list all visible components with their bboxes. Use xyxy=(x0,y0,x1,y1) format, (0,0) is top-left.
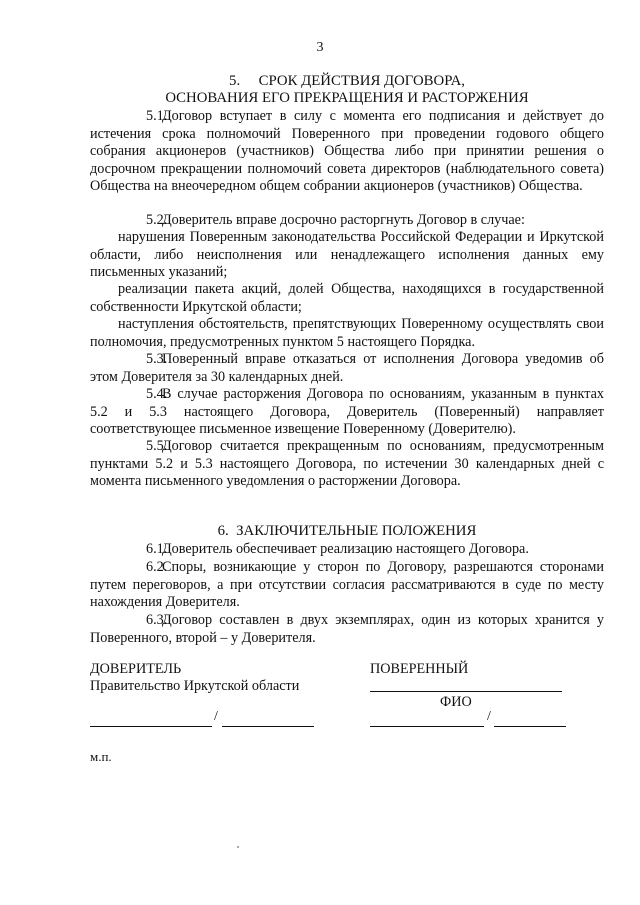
paragraph-5-1 xyxy=(90,108,604,196)
paragraph-number: 6.2. xyxy=(146,559,168,575)
paragraph-5-2-item-a: нарушения Поверенным законодательства Российской Федерации и Иркутской области, либо неисполнения или ненадлежащего исполнения данных ему письменных указаний; xyxy=(90,229,604,281)
principal-signature-slash: / xyxy=(214,709,218,724)
attorney-name-line xyxy=(370,691,562,692)
paragraph-text: Доверитель обеспечивает реализацию настоящего Договора. xyxy=(162,541,529,557)
paragraph-text: В случае расторжения Договора по основаниям, указанным в пунктах 5.2 и 5.3 настоящего Договора, Доверитель (Поверенный) направляет соответствующее письменное извещение Поверенному (Доверителю). xyxy=(90,386,604,438)
paragraph-number: 5.5. xyxy=(146,438,168,454)
paragraph-number: 5.3. xyxy=(146,351,168,367)
paragraph-5-2-item-c: наступления обстоятельств, препятствующих Поверенному осуществлять свои полномочия, предусмотренных пунктом 5 настоящего Порядка. xyxy=(90,316,604,350)
principal-name-line xyxy=(222,726,314,727)
section-5-title-line-1: 5. СРОК ДЕЙСТВИЯ ДОГОВОРА, xyxy=(229,73,465,89)
principal-organization: Правительство Иркутской области xyxy=(90,678,300,694)
paragraph-5-3 xyxy=(90,351,604,386)
page-number: 3 xyxy=(316,40,324,55)
paragraph-text: Споры, возникающие у сторон по Договору, разрешаются сторонами путем переговоров, а при отсутствии согласия рассматриваются в суде по месту нахождения Доверителя. xyxy=(90,559,604,611)
paragraph-text: Договор считается прекращенным по основаниям, предусмотренным пунктами 5.2 и 5.3 настоящего Договора, по истечении 30 календарных дней с момента письменного уведомления о расторжении Договора. xyxy=(90,438,604,490)
paragraph-text: Поверенный вправе отказаться от исполнения Договора уведомив об этом Доверителя за 30 календарных дней. xyxy=(90,351,604,385)
paragraph-number: 5.4. xyxy=(146,386,168,402)
attorney-title: ПОВЕРЕННЫЙ xyxy=(370,661,469,677)
paragraph-text: Договор вступает в силу с момента его подписания и действует до истечения срока полномочий Поверенного при проведении годового общего собрания акционеров (участников) Общества либо при принятии решения о досрочном прекращении полномочий совета директоров (наблюдательного совета) Общества на внеочередном общем собрании акционеров (участников) Общества. xyxy=(90,108,604,195)
paragraph-5-4 xyxy=(90,386,604,439)
paragraph-6-3 xyxy=(90,612,604,647)
attorney-signature-line xyxy=(370,726,484,727)
paragraph-5-5 xyxy=(90,438,604,491)
principal-title: ДОВЕРИТЕЛЬ xyxy=(90,661,182,677)
paragraph-number: 6.1. xyxy=(146,541,168,557)
attorney-name-line-2 xyxy=(494,726,566,727)
paragraph-text: Доверитель вправе досрочно расторгнуть Договор в случае: xyxy=(162,212,525,228)
principal-signature-line xyxy=(90,726,212,727)
paragraph-number: 6.3. xyxy=(146,612,168,628)
paragraph-number: 5.2. xyxy=(146,212,168,228)
section-5-title-line-2: ОСНОВАНИЯ ЕГО ПРЕКРАЩЕНИЯ И РАСТОРЖЕНИЯ xyxy=(165,90,529,106)
scan-speck xyxy=(237,846,239,848)
section-6-title: 6. ЗАКЛЮЧИТЕЛЬНЫЕ ПОЛОЖЕНИЯ xyxy=(217,523,477,539)
paragraph-6-1 xyxy=(90,541,604,559)
attorney-fio-caption: ФИО xyxy=(440,694,472,710)
paragraph-6-2 xyxy=(90,559,604,612)
paragraph-text: Договор составлен в двух экземплярах, один из которых хранится у Поверенного, второй – у Доверителя. xyxy=(90,612,604,646)
attorney-signature-slash: / xyxy=(487,709,491,724)
paragraph-5-2-item-b: реализации пакета акций, долей Общества, находящихся в государственной собственности Иркутской области; xyxy=(90,281,604,315)
stamp-place: м.п. xyxy=(90,749,112,764)
paragraph-number: 5.1. xyxy=(146,108,168,124)
paragraph-5-2 xyxy=(90,212,604,230)
